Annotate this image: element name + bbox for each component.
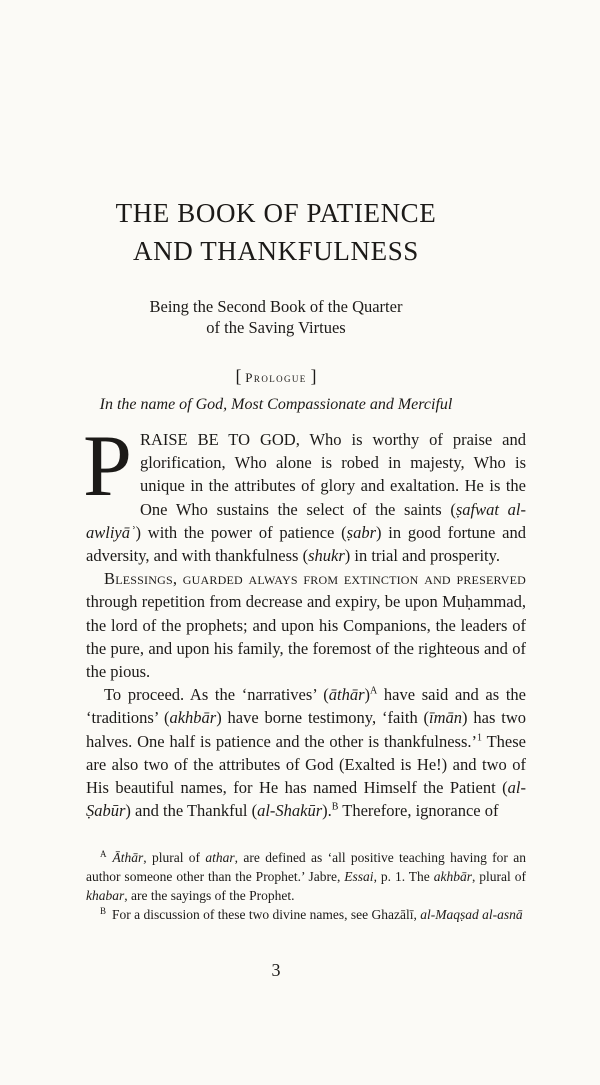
paragraph-1-lead: RAISE BE TO GOD xyxy=(139,430,296,449)
paragraph-2 xyxy=(86,567,526,683)
footnote-a xyxy=(86,848,526,905)
prologue-label: Prologue xyxy=(245,370,307,385)
text-run: Therefore, ignorance of xyxy=(338,801,499,821)
italic-term: Essai xyxy=(344,869,374,884)
text-run: ) xyxy=(364,685,370,705)
text-run: To proceed. As the ‘narratives’ ( xyxy=(104,685,329,705)
drop-cap: P xyxy=(83,418,132,515)
text-run: have said and as the ‘traditions’ ( xyxy=(86,685,526,728)
text-run: ) with the power of patience ( xyxy=(135,522,347,542)
paragraph-1 xyxy=(83,418,526,567)
text-run: , p. 1. The xyxy=(373,869,434,884)
text-run: ) and the Thankful ( xyxy=(125,801,258,821)
italic-term: al-Maqṣad al-asnā xyxy=(420,907,523,922)
endnote-ref-1[interactable]: 1 xyxy=(477,732,483,744)
text-run: , Who is worthy of praise and glorification, Who alone is robed in majesty, Who is unique in the attributes of glory and exaltation. He is the One Who sustains the select of the saints ( xyxy=(139,430,526,519)
footnote-a-marker: A xyxy=(100,848,107,859)
footnote-b-marker: B xyxy=(100,905,107,916)
chapter-subtitle xyxy=(0,296,552,338)
footnote-ref-a[interactable]: A xyxy=(370,685,378,697)
chapter-title xyxy=(0,194,552,270)
text-run: For a discussion of these two divine names, see Ghazālī, xyxy=(112,907,421,922)
italic-term: ṣabr xyxy=(346,522,377,542)
chapter-title-line-2: AND THANKFULNESS xyxy=(133,236,419,266)
text-run: , plural of xyxy=(143,850,206,865)
text-run: These are also two of the attributes of God (Exalted is He!) and two of His beautiful names, for He has named Himself the Patient ( xyxy=(86,731,526,798)
text-run: ) in trial and prosperity. xyxy=(344,546,500,566)
text-run: ). xyxy=(322,801,332,821)
footnote-b xyxy=(86,905,526,924)
basmala-invocation: In the name of God, Most Compassionate and Merciful xyxy=(99,396,453,413)
main-text xyxy=(83,418,526,822)
subtitle-line-2: of the Saving Virtues xyxy=(206,318,346,337)
italic-term: īmān xyxy=(429,708,463,728)
italic-term: akhbār xyxy=(433,869,472,884)
italic-term: al-Shakūr xyxy=(257,801,323,821)
italic-term: ṣafwat al-awliyāʾ xyxy=(86,499,526,542)
text-run: , are the sayings of the Prophet. xyxy=(124,888,295,903)
footnote-ref-b[interactable]: B xyxy=(331,801,339,813)
italic-term: āthār xyxy=(328,685,365,705)
text-run: through repetition from decrease and expiry, be upon Muḥammad, the lord of the prophets; and upon his Companions, the leaders of the pure, and upon his family, the foremost of the righteous and of the pious. xyxy=(86,592,526,682)
italic-term: akhbār xyxy=(169,708,217,728)
italic-term: Āthār xyxy=(112,850,144,865)
page-number: 3 xyxy=(271,960,281,980)
italic-term: al-Ṣabūr xyxy=(86,778,526,821)
text-run: ) have borne testimony, ‘faith ( xyxy=(216,708,430,728)
prologue-close-bracket: ] xyxy=(310,366,317,386)
paragraph-2-lead: Blessings, guarded always from extinction and preserved xyxy=(104,569,526,589)
chapter-title-line-1: THE BOOK OF PATIENCE xyxy=(115,198,437,228)
footnotes xyxy=(86,848,526,924)
text-run: ) has two halves. One half is patience and the other is thankfulness.’ xyxy=(86,708,526,751)
text-run: ) in good fortune and adversity, and with thankfulness ( xyxy=(86,522,526,566)
paragraph-3 xyxy=(86,683,526,822)
italic-term: athar xyxy=(205,850,235,865)
prologue-heading xyxy=(0,366,552,387)
italic-term: shukr xyxy=(308,546,345,566)
text-run: , are defined as ‘all positive teaching having for an author someone other than the Prophet.’ Jabre, xyxy=(86,850,526,884)
text-run: , plural of xyxy=(471,869,526,884)
subtitle-line-1: Being the Second Book of the Quarter xyxy=(149,297,403,316)
italic-term: khabar xyxy=(86,888,125,903)
prologue-open-bracket: [ xyxy=(235,366,242,386)
